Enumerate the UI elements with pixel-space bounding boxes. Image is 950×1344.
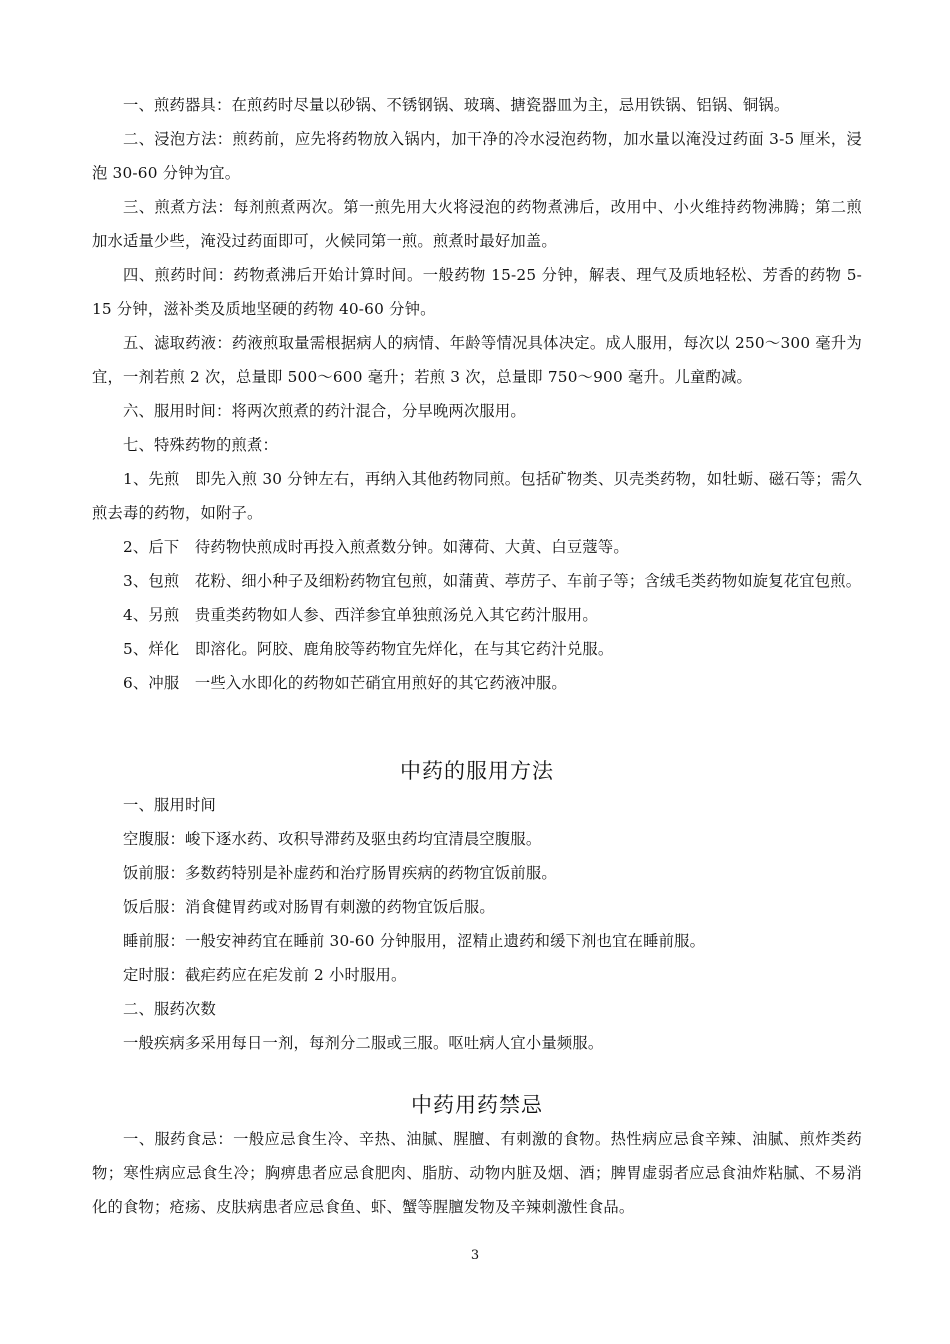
taboo-heading: 中药用药禁忌: [411, 1093, 543, 1117]
taboo-section: [92, 1088, 862, 1224]
page-number: 3: [470, 1248, 480, 1263]
decoction-paragraph-13: 6、冲服 一些入水即化的药物如芒硝宜用煎好的其它药液冲服。: [123, 674, 567, 692]
decoction-paragraph-12: 5、烊化 即溶化。阿胶、鹿角胶等药物宜先烊化，在与其它药汁兑服。: [123, 640, 614, 658]
decoction-paragraph-3: 三、煎煮方法：每剂煎煮两次。第一煎先用大火将浸泡的药物煮沸后，改用中、小火维持药物沸腾；第二煎加水适量少些，淹没过药面即可，火候同第一煎。煎煮时最好加盖。: [92, 198, 862, 250]
decoction-paragraph-9: 2、后下 待药物快煎成时再投入煎煮数分钟。如薄荷、大黄、白豆蔻等。: [123, 538, 629, 556]
usage-heading: 中药的服用方法: [400, 759, 554, 783]
usage-paragraph-5: 睡前服：一般安神药宜在睡前 30-60 分钟服用，涩精止遗药和缓下剂也宜在睡前服。: [123, 932, 706, 950]
usage-paragraph-1: 一、服用时间: [123, 796, 216, 814]
decoction-paragraph-6: 六、服用时间：将两次煎煮的药汁混合，分早晚两次服用。: [123, 402, 526, 420]
decoction-section: [92, 88, 862, 700]
usage-section: [92, 754, 862, 1060]
usage-paragraph-4: 饭后服：消食健胃药或对肠胃有刺激的药物宜饭后服。: [123, 898, 495, 916]
usage-paragraph-3: 饭前服：多数药特别是补虚药和治疗肠胃疾病的药物宜饭前服。: [123, 864, 557, 882]
usage-paragraph-8: 一般疾病多采用每日一剂，每剂分二服或三服。呕吐病人宜小量频服。: [123, 1034, 604, 1052]
decoction-paragraph-4: 四、煎药时间：药物煮沸后开始计算时间。一般药物 15-25 分钟，解表、理气及质地轻松、芳香的药物 5-15 分钟，滋补类及质地坚硬的药物 40-60 分钟。: [92, 266, 862, 318]
decoction-paragraph-5: 五、滤取药液：药液煎取量需根据病人的病情、年龄等情况具体决定。成人服用，每次以 250～300 毫升为宜，一剂若煎 2 次，总量即 500～600 毫升；若煎 3 次，总量即 750～900 毫升。儿童酌减。: [92, 334, 862, 386]
usage-paragraph-6: 定时服：截疟药应在疟发前 2 小时服用。: [123, 966, 407, 984]
decoction-paragraph-8: 1、先煎 即先入煎 30 分钟左右，再纳入其他药物同煎。包括矿物类、贝壳类药物，如牡蛎、磁石等；需久煎去毒的药物，如附子。: [92, 470, 862, 522]
usage-paragraph-7: 二、服药次数: [123, 1000, 216, 1018]
decoction-paragraph-7: 七、特殊药物的煎煮：: [123, 436, 278, 454]
decoction-paragraph-2: 二、浸泡方法：煎药前，应先将药物放入锅内，加干净的冷水浸泡药物，加水量以淹没过药面 3-5 厘米，浸泡 30-60 分钟为宜。: [92, 130, 862, 182]
decoction-paragraph-1: 一、煎药器具：在煎药时尽量以砂锅、不锈钢锅、玻璃、搪瓷器皿为主，忌用铁锅、铝锅、铜锅。: [123, 96, 790, 114]
usage-paragraph-2: 空腹服：峻下逐水药、攻积导滞药及驱虫药均宜清晨空腹服。: [123, 830, 542, 848]
decoction-paragraph-10: 3、包煎 花粉、细小种子及细粉药物宜包煎，如蒲黄、葶苈子、车前子等；含绒毛类药物如旋复花宜包煎。: [123, 572, 862, 590]
taboo-paragraph-1: 一、服药食忌：一般应忌食生冷、辛热、油腻、腥膻、有刺激的食物。热性病应忌食辛辣、油腻、煎炸类药物；寒性病应忌食生冷；胸痹患者应忌食肥肉、脂肪、动物内脏及烟、酒；脾胃虚弱者应忌食油炸粘腻、不易消化的食物；疮疡、皮肤病患者应忌食鱼、虾、蟹等腥膻发物及辛辣刺激性食品。: [92, 1130, 862, 1216]
decoction-paragraph-11: 4、另煎 贵重类药物如人参、西洋参宜单独煎汤兑入其它药汁服用。: [123, 606, 598, 624]
